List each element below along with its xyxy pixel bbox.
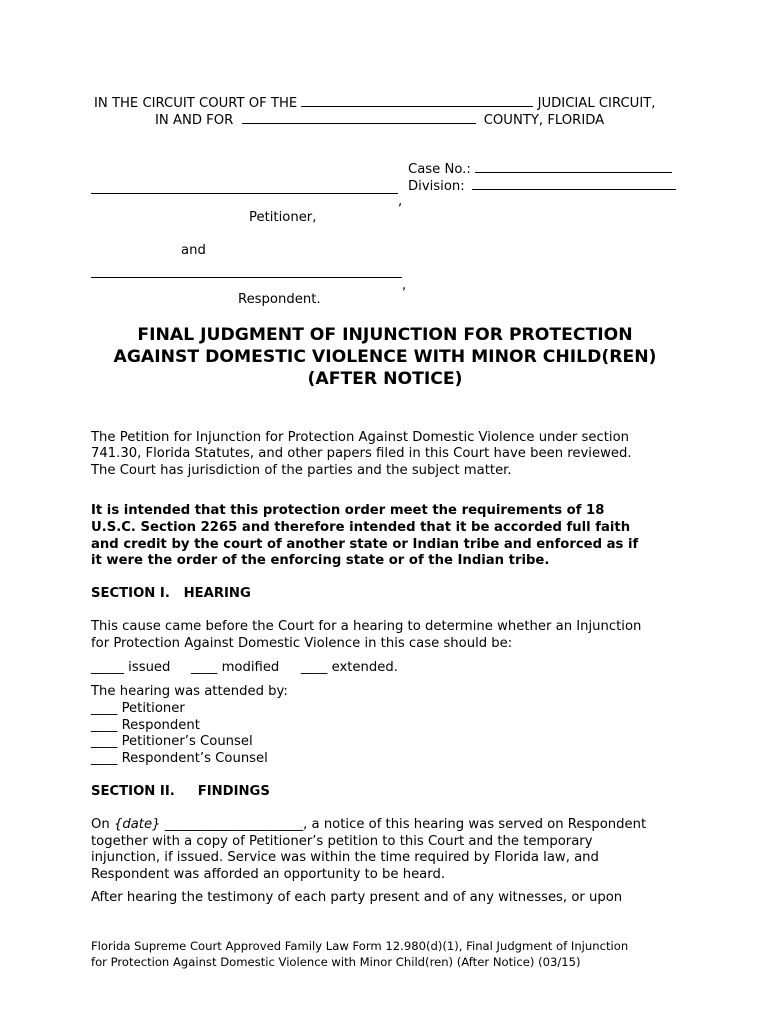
intro-line3: The Court has jurisdiction of the parties and the subject matter. xyxy=(91,463,512,478)
county-blank[interactable] xyxy=(242,111,476,124)
section1-line1: This cause came before the Court for a hearing to determine whether an Injunction xyxy=(91,619,642,634)
section2-line2: together with a copy of Petitioner’s petition to this Court and the temporary xyxy=(91,834,593,849)
respondent-label: Respondent. xyxy=(238,292,321,307)
document-title-line1: FINAL JUDGMENT OF INJUNCTION FOR PROTECTION xyxy=(137,325,633,345)
section2-heading: SECTION II. FINDINGS xyxy=(91,784,270,799)
notice-line3: and credit by the court of another state or Indian tribe and enforced as if xyxy=(91,537,639,552)
court-header-line1: IN THE CIRCUIT COURT OF THE JUDICIAL CIRCUIT, xyxy=(94,96,656,111)
division-field[interactable] xyxy=(472,177,676,190)
petitioner-name-line[interactable] xyxy=(91,193,398,194)
petitioner-comma: , xyxy=(398,194,403,209)
section2-line3: injunction, if issued. Service was within the time required by Florida law, and xyxy=(91,850,599,865)
respondent-comma: , xyxy=(402,278,407,293)
option-extended[interactable]: ____ extended. xyxy=(301,660,398,675)
notice-line1: It is intended that this protection order meet the requirements of 18 xyxy=(91,503,605,518)
attendee-petitioner[interactable]: ____ Petitioner xyxy=(91,701,185,716)
intro-line1: The Petition for Injunction for Protection Against Domestic Violence under section xyxy=(91,430,630,445)
respondent-name-line[interactable] xyxy=(91,277,402,278)
attended-label: The hearing was attended by: xyxy=(91,684,288,699)
date-field[interactable]: {date} xyxy=(113,817,161,832)
circuit-blank[interactable] xyxy=(301,94,533,107)
section2-line4: Respondent was afforded an opportunity to be heard. xyxy=(91,867,446,882)
and-label: and xyxy=(181,243,206,258)
division-row: Division: xyxy=(408,177,676,195)
attendee-petitioner-counsel[interactable]: ____ Petitioner’s Counsel xyxy=(91,734,253,749)
document-title-line3: (AFTER NOTICE) xyxy=(307,369,463,389)
court-header-line2: IN AND FOR COUNTY, FLORIDA xyxy=(155,113,605,128)
case-number-row: Case No.: xyxy=(408,160,672,178)
notice-line4: it were the order of the enforcing state or of the Indian tribe. xyxy=(91,553,550,568)
section1-heading: SECTION I. HEARING xyxy=(91,586,251,601)
petitioner-label: Petitioner, xyxy=(249,210,317,225)
footer-line1: Florida Supreme Court Approved Family Law Form 12.980(d)(1), Final Judgment of Injunction xyxy=(91,939,629,953)
attendee-respondent[interactable]: ____ Respondent xyxy=(91,718,200,733)
case-number-field[interactable] xyxy=(475,160,672,173)
intro-line2: 741.30, Florida Statutes, and other papers filed in this Court have been reviewed. xyxy=(91,446,632,461)
option-modified[interactable]: ____ modified xyxy=(191,660,280,675)
attendee-respondent-counsel[interactable]: ____ Respondent’s Counsel xyxy=(91,751,268,766)
section2-line1: On {date} _____________________, a notice of this hearing was served on Respondent xyxy=(91,817,647,832)
notice-line2: U.S.C. Section 2265 and therefore intended that it be accorded full faith xyxy=(91,520,631,535)
section2-line5: After hearing the testimony of each party present and of any witnesses, or upon xyxy=(91,890,623,905)
document-title-line2: AGAINST DOMESTIC VIOLENCE WITH MINOR CHILD(REN) xyxy=(113,347,657,367)
footer-line2: for Protection Against Domestic Violence with Minor Child(ren) (After Notice) (03/15) xyxy=(91,955,581,969)
section1-line2: for Protection Against Domestic Violence in this case should be: xyxy=(91,636,513,651)
option-issued[interactable]: _____ issued xyxy=(91,660,171,675)
